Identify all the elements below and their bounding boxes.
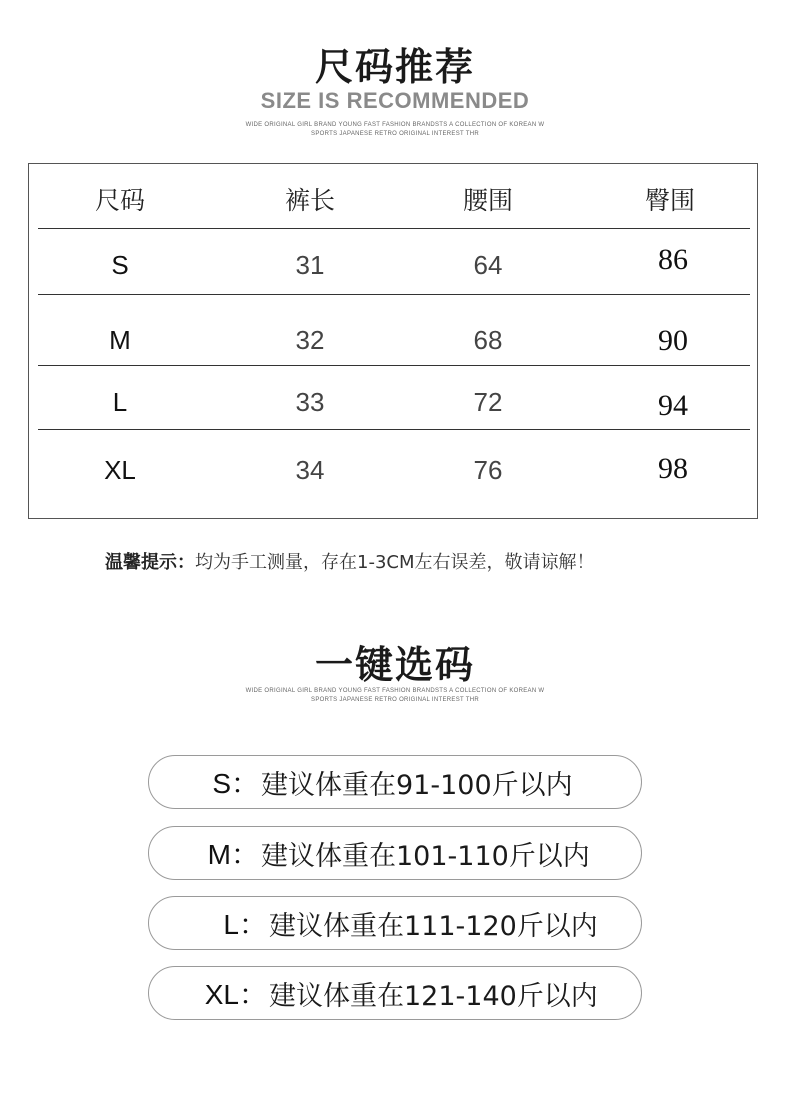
row-length: 31: [295, 250, 325, 280]
table-divider: [38, 228, 750, 229]
row-size: M: [109, 325, 131, 355]
tip-text: 均为手工测量，存在1-3CM左右误差，敬请谅解！: [195, 552, 595, 573]
row-length: 32: [295, 325, 325, 355]
recommendation-text: 建议体重在91-100斤以内: [261, 769, 573, 801]
table-header-waist: 腰围: [462, 186, 513, 215]
table-header-hip: 臀围: [644, 186, 695, 215]
table-divider: [38, 294, 750, 295]
size-recommendation-m: [148, 826, 642, 880]
row-waist: 76: [473, 455, 503, 485]
size-recommendation-xl: [148, 966, 642, 1020]
table-header-size: 尺码: [94, 186, 145, 215]
tagline-line-2: SPORTS JAPANESE RETRO ORIGINAL INTEREST THR: [311, 131, 479, 137]
section-tagline: [0, 687, 790, 705]
row-waist: 64: [473, 250, 503, 280]
page-title: 尺码推荐: [314, 45, 475, 89]
row-size: L: [112, 387, 128, 417]
recommendation-text: 建议体重在121-140斤以内: [269, 980, 598, 1012]
row-length: 33: [295, 387, 325, 417]
recommendation-size: XL：: [204, 979, 267, 1010]
recommendation-size: L：: [223, 909, 267, 940]
recommendation-text: 建议体重在101-110斤以内: [261, 840, 590, 872]
row-waist: 72: [473, 387, 503, 417]
table-divider: [38, 365, 750, 366]
page-subtitle: SIZE IS RECOMMENDED: [260, 88, 530, 113]
row-hip: 90: [658, 324, 688, 357]
tagline-line-1: WIDE ORIGINAL GIRL BRAND YOUNG FAST FASHION BRANDSTS A COLLECTION OF KOREAN W: [245, 688, 545, 694]
section-title: 一键选码: [314, 643, 475, 687]
tagline-line-2: SPORTS JAPANESE RETRO ORIGINAL INTEREST THR: [311, 697, 479, 703]
row-size: S: [111, 250, 129, 280]
row-waist: 68: [473, 325, 503, 355]
table-header-length: 裤长: [284, 186, 335, 215]
tagline: [0, 121, 790, 139]
tip-label: 温馨提示：: [105, 552, 195, 573]
table-divider: [38, 429, 750, 430]
row-hip: 98: [658, 452, 688, 485]
row-hip: 94: [658, 389, 688, 422]
row-hip: 86: [658, 243, 688, 276]
row-size: XL: [104, 455, 136, 485]
tagline-line-1: WIDE ORIGINAL GIRL BRAND YOUNG FAST FASHION BRANDSTS A COLLECTION OF KOREAN W: [245, 122, 545, 128]
recommendation-text: 建议体重在111-120斤以内: [269, 910, 598, 942]
recommendation-size: S：: [212, 768, 259, 799]
recommendation-size: M：: [207, 839, 259, 870]
row-length: 34: [295, 455, 325, 485]
measurement-tip: [105, 548, 595, 574]
size-recommendation-s: [148, 755, 642, 809]
size-recommendation-l: [148, 896, 642, 950]
